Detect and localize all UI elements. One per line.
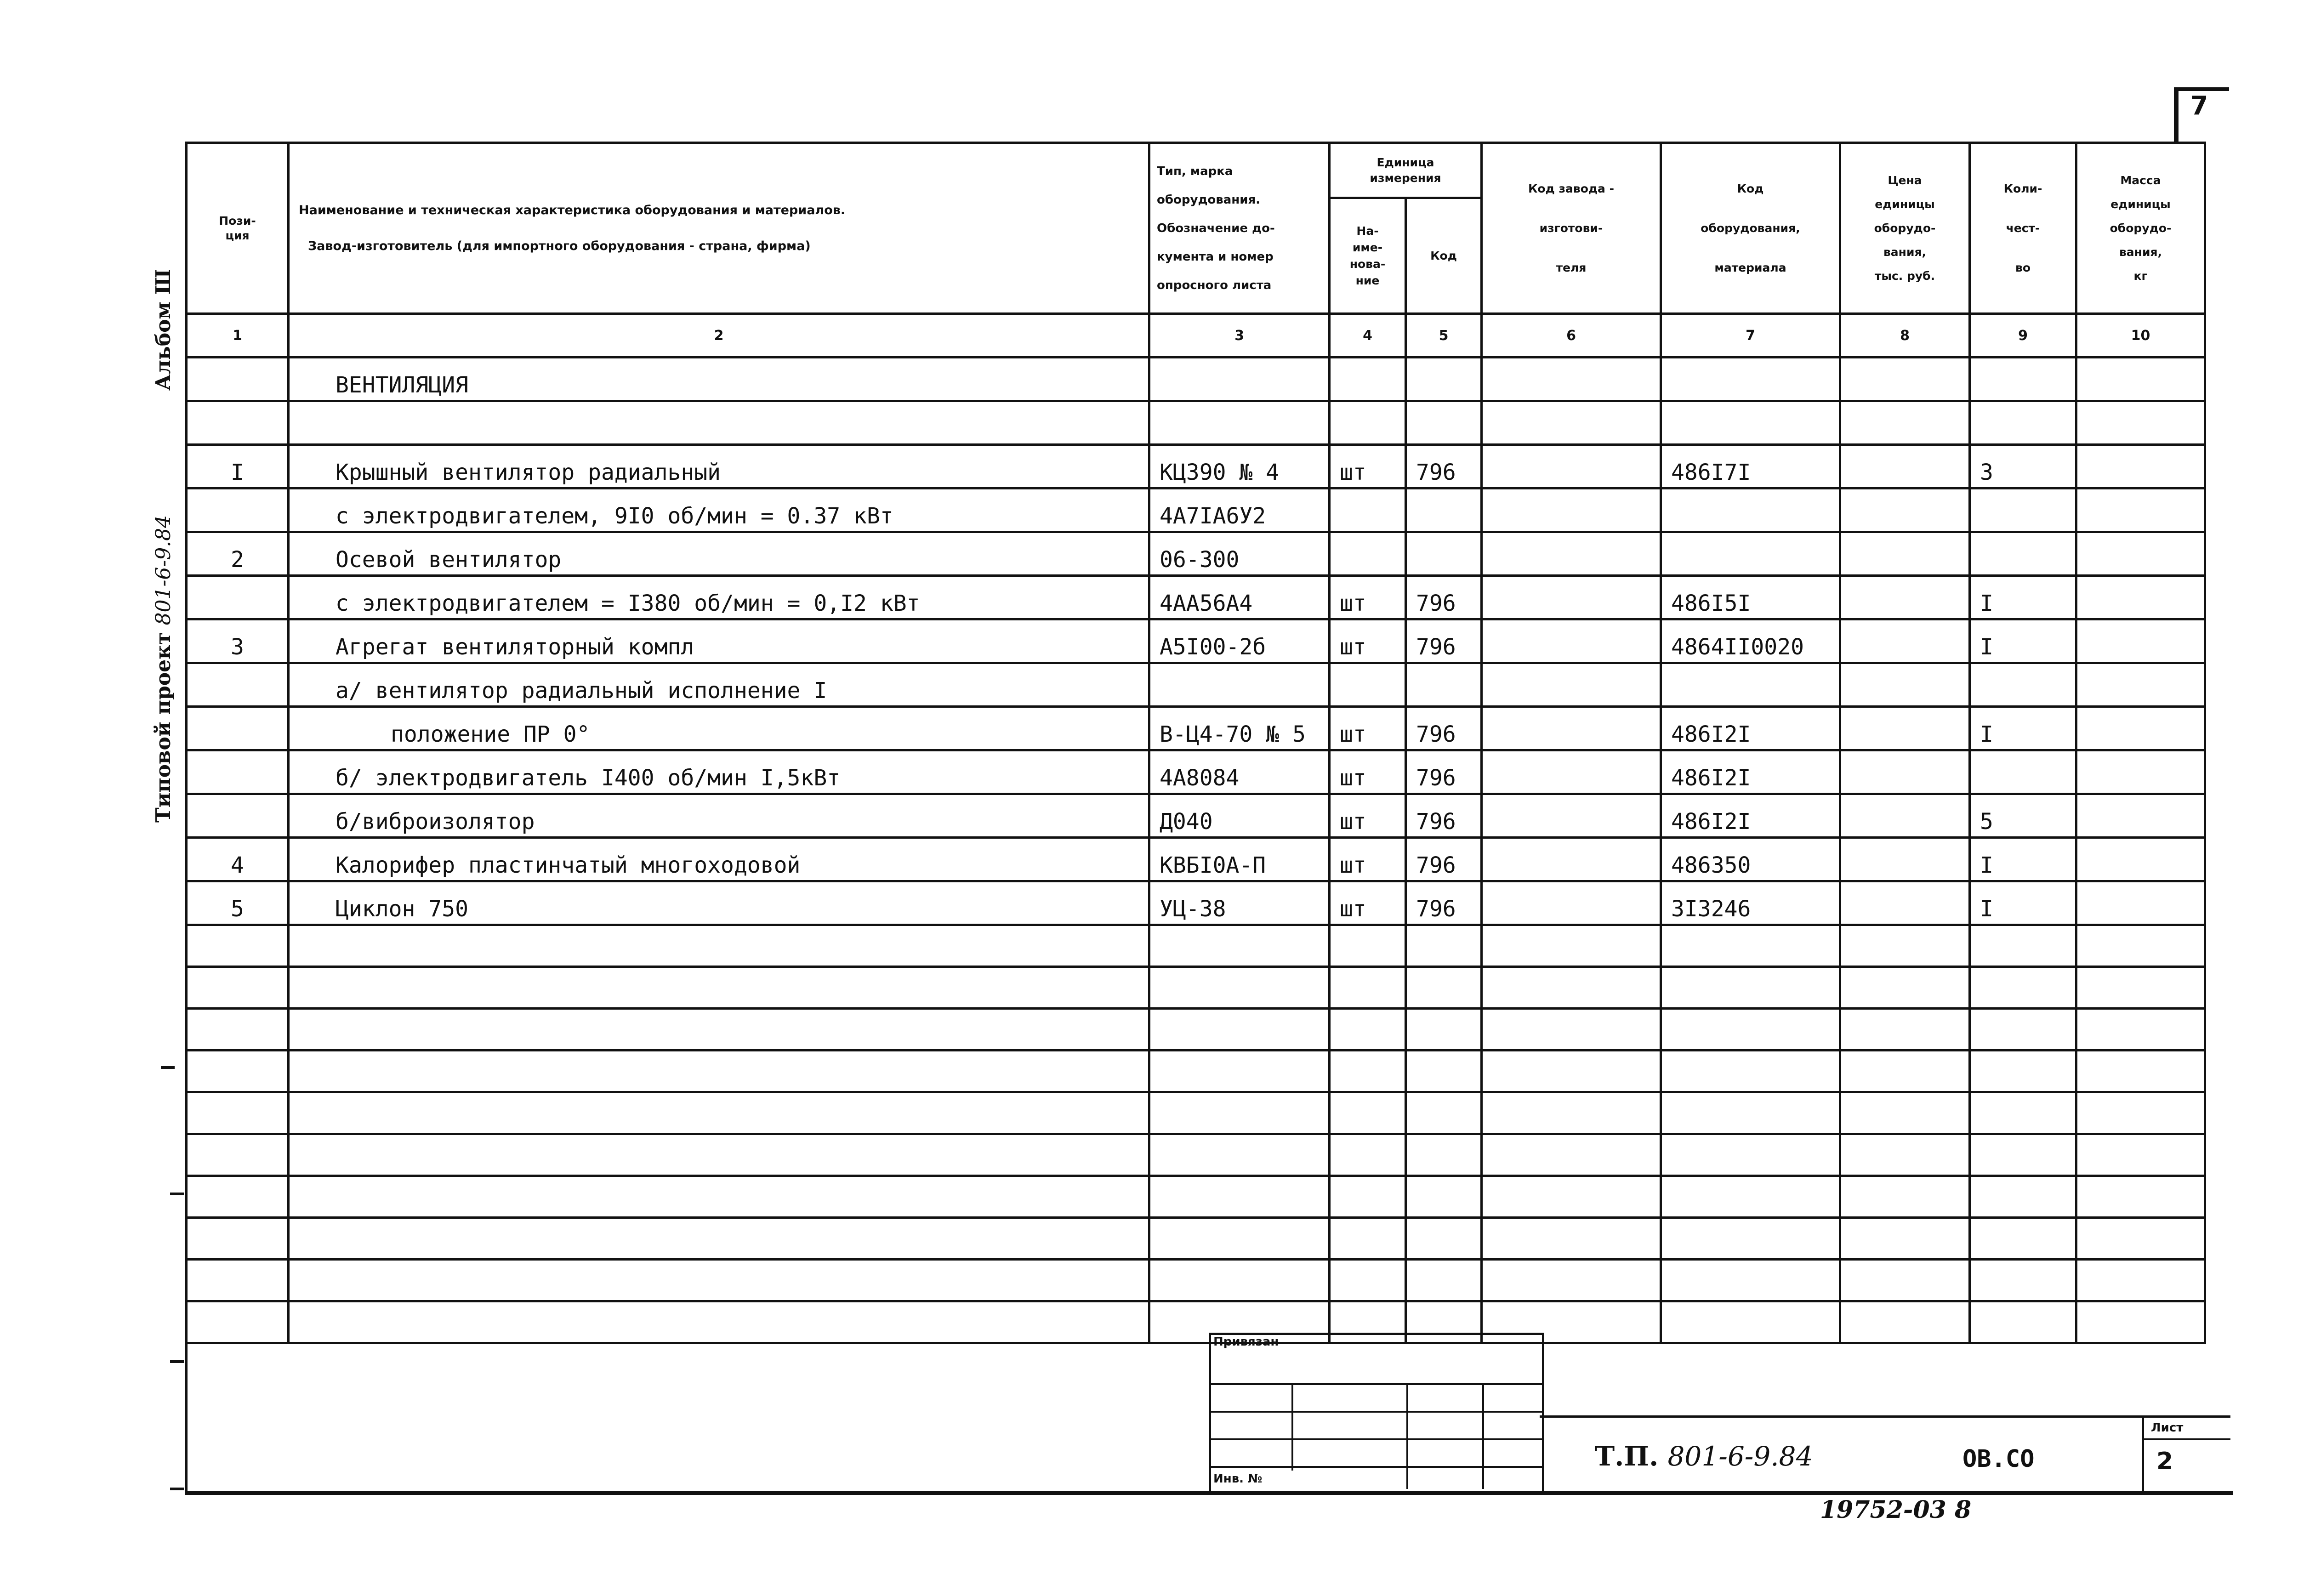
empty-cell — [1330, 1260, 1406, 1301]
row-name: положение ПР 0° — [289, 707, 1149, 750]
row-name: б/ электродвигатель I400 об/мин I,5кВт — [289, 750, 1149, 794]
row-type — [1149, 401, 1330, 445]
empty-cell — [1149, 1176, 1330, 1218]
row-quantity: 3 — [1970, 445, 2076, 488]
header-unit-code: Код — [1406, 198, 1482, 314]
header-price: Цена единицы оборудо- вания, тыс. руб. — [1840, 143, 1970, 314]
empty-cell — [1330, 925, 1406, 967]
empty-cell — [187, 967, 289, 1009]
title-block-rule — [2142, 1415, 2144, 1491]
empty-cell — [1840, 967, 1970, 1009]
empty-cell — [1406, 1218, 1482, 1260]
empty-cell — [1840, 1218, 1970, 1260]
header-mass: Масса единицы оборудо- вания, кг — [2076, 143, 2205, 314]
table-row — [187, 707, 2205, 750]
table-row — [187, 794, 2205, 838]
table-row-empty — [187, 1218, 2205, 1260]
row-equipment-code: 486I2I — [1661, 750, 1840, 794]
header-unit-name: На- име- нова- ние — [1330, 198, 1406, 314]
stamp-inventory: Инв. № — [1213, 1472, 1263, 1486]
empty-cell — [1406, 1092, 1482, 1134]
row-unit-code: 796 — [1406, 445, 1482, 488]
margin-tick — [170, 1193, 184, 1195]
column-number: 6 — [1482, 314, 1661, 358]
empty-cell — [1149, 1009, 1330, 1051]
empty-cell — [1970, 925, 2076, 967]
row-mass — [2076, 576, 2205, 619]
row-unit — [1330, 401, 1406, 445]
row-mass — [2076, 532, 2205, 576]
empty-cell — [1149, 1260, 1330, 1301]
stamp-rule — [1209, 1383, 1542, 1385]
empty-cell — [1406, 1009, 1482, 1051]
table-row — [187, 358, 2205, 401]
row-unit-code — [1406, 358, 1482, 401]
empty-cell — [1840, 925, 1970, 967]
title-block-code-prefix: Т.П. — [1595, 1441, 1659, 1472]
empty-cell — [1406, 1176, 1482, 1218]
row-equipment-code — [1661, 488, 1840, 532]
empty-cell — [1970, 1218, 2076, 1260]
stamp-rule — [1209, 1411, 1542, 1413]
table-row — [187, 750, 2205, 794]
empty-cell — [1661, 1218, 1840, 1260]
row-type — [1149, 358, 1330, 401]
empty-cell — [187, 1009, 289, 1051]
empty-cell — [1970, 1260, 2076, 1301]
row-price — [1840, 794, 1970, 838]
empty-cell — [1661, 967, 1840, 1009]
row-mass — [2076, 838, 2205, 881]
row-unit: шт — [1330, 750, 1406, 794]
row-plant-code — [1482, 358, 1661, 401]
header-equipment-code: Код оборудования, материала — [1661, 143, 1840, 314]
row-unit-code: 796 — [1406, 838, 1482, 881]
empty-cell — [187, 1176, 289, 1218]
row-quantity — [1970, 663, 2076, 707]
row-type: А5I00-2б — [1149, 619, 1330, 663]
empty-cell — [1406, 1134, 1482, 1176]
row-unit-code: 796 — [1406, 576, 1482, 619]
title-block-document: ОВ.СО — [1962, 1445, 2035, 1473]
column-number: 2 — [289, 314, 1149, 358]
row-mass — [2076, 358, 2205, 401]
empty-cell — [289, 925, 1149, 967]
table-row-empty — [187, 1009, 2205, 1051]
stamp-title: Привязан — [1213, 1335, 1279, 1349]
row-plant-code — [1482, 663, 1661, 707]
row-name: Осевой вентилятор — [289, 532, 1149, 576]
empty-cell — [1482, 1009, 1661, 1051]
row-mass — [2076, 663, 2205, 707]
row-position — [187, 794, 289, 838]
row-price — [1840, 532, 1970, 576]
empty-cell — [2076, 1092, 2205, 1134]
project-label — [152, 515, 175, 823]
empty-cell — [187, 1092, 289, 1134]
column-number: 1 — [187, 314, 289, 358]
empty-cell — [1406, 1051, 1482, 1092]
table-row-empty — [187, 1092, 2205, 1134]
header-plant-code: Код завода - изготови- теля — [1482, 143, 1661, 314]
empty-cell — [1661, 1009, 1840, 1051]
row-unit-code — [1406, 488, 1482, 532]
empty-cell — [1330, 967, 1406, 1009]
empty-cell — [2076, 1051, 2205, 1092]
row-plant-code — [1482, 576, 1661, 619]
row-name: Калорифер пластинчатый многоходовой — [289, 838, 1149, 881]
row-position — [187, 707, 289, 750]
empty-cell — [1406, 967, 1482, 1009]
table-row-empty — [187, 1260, 2205, 1301]
table-row — [187, 619, 2205, 663]
row-position — [187, 488, 289, 532]
header-unit-group: Единица измерения — [1330, 143, 1482, 198]
empty-cell — [1406, 1260, 1482, 1301]
row-unit-code — [1406, 663, 1482, 707]
row-mass — [2076, 401, 2205, 445]
empty-cell — [289, 1260, 1149, 1301]
empty-cell — [1330, 1009, 1406, 1051]
row-unit: шт — [1330, 576, 1406, 619]
row-price — [1840, 488, 1970, 532]
header-quantity: Коли- чест- во — [1970, 143, 2076, 314]
row-equipment-code — [1661, 532, 1840, 576]
table-row — [187, 881, 2205, 925]
header-type: Тип, марка оборудования. Обозначение до- кумента и номер опросного листа — [1149, 143, 1330, 314]
empty-cell — [1970, 1092, 2076, 1134]
row-position: 2 — [187, 532, 289, 576]
page-number: 7 — [2190, 91, 2208, 121]
row-unit-code: 796 — [1406, 707, 1482, 750]
row-unit-code: 796 — [1406, 619, 1482, 663]
row-type: 4А7IА6У2 — [1149, 488, 1330, 532]
stamp-rule — [1209, 1438, 1542, 1440]
empty-cell — [1482, 967, 1661, 1009]
row-type: 06-300 — [1149, 532, 1330, 576]
row-equipment-code: 486I7I — [1661, 445, 1840, 488]
row-price — [1840, 619, 1970, 663]
row-position — [187, 576, 289, 619]
empty-cell — [289, 967, 1149, 1009]
empty-cell — [1330, 1176, 1406, 1218]
row-price — [1840, 358, 1970, 401]
empty-cell — [1970, 1134, 2076, 1176]
empty-cell — [1970, 967, 2076, 1009]
table-row — [187, 838, 2205, 881]
empty-cell — [1330, 1092, 1406, 1134]
row-equipment-code: 4864II0020 — [1661, 619, 1840, 663]
column-number: 7 — [1661, 314, 1840, 358]
row-equipment-code — [1661, 358, 1840, 401]
column-number: 8 — [1840, 314, 1970, 358]
row-position: 3 — [187, 619, 289, 663]
column-number: 3 — [1149, 314, 1330, 358]
row-type — [1149, 663, 1330, 707]
row-plant-code — [1482, 488, 1661, 532]
row-position: 5 — [187, 881, 289, 925]
column-number: 5 — [1406, 314, 1482, 358]
margin-tick — [170, 1488, 184, 1490]
row-unit-code: 796 — [1406, 794, 1482, 838]
row-mass — [2076, 750, 2205, 794]
row-price — [1840, 401, 1970, 445]
row-equipment-code: 486350 — [1661, 838, 1840, 881]
row-unit-code — [1406, 532, 1482, 576]
row-name: ВЕНТИЛЯЦИЯ — [289, 358, 1149, 401]
empty-cell — [1149, 1218, 1330, 1260]
row-unit: шт — [1330, 881, 1406, 925]
empty-cell — [1330, 1218, 1406, 1260]
table-row — [187, 445, 2205, 488]
stamp-rule — [1291, 1383, 1293, 1471]
row-price — [1840, 750, 1970, 794]
row-equipment-code — [1661, 663, 1840, 707]
row-type: УЦ-38 — [1149, 881, 1330, 925]
footer-number: 19752-03 8 — [1820, 1496, 1972, 1524]
empty-cell — [1970, 1009, 2076, 1051]
table-row-empty — [187, 967, 2205, 1009]
row-price — [1840, 707, 1970, 750]
empty-cell — [1482, 1134, 1661, 1176]
header-position: Пози- ция — [187, 143, 289, 314]
row-plant-code — [1482, 707, 1661, 750]
empty-cell — [289, 1009, 1149, 1051]
empty-cell — [1840, 1051, 1970, 1092]
stamp-rule — [1209, 1466, 1542, 1468]
row-equipment-code: 486I5I — [1661, 576, 1840, 619]
row-quantity: I — [1970, 619, 2076, 663]
empty-cell — [1840, 1092, 1970, 1134]
table-row — [187, 532, 2205, 576]
row-quantity: I — [1970, 707, 2076, 750]
empty-cell — [289, 1176, 1149, 1218]
margin-tick — [170, 1360, 184, 1363]
row-price — [1840, 576, 1970, 619]
table-row — [187, 488, 2205, 532]
empty-cell — [1482, 925, 1661, 967]
empty-cell — [187, 1260, 289, 1301]
row-plant-code — [1482, 619, 1661, 663]
table-row-empty — [187, 1176, 2205, 1218]
row-plant-code — [1482, 445, 1661, 488]
column-number: 4 — [1330, 314, 1406, 358]
table-row — [187, 576, 2205, 619]
empty-cell — [2076, 967, 2205, 1009]
empty-cell — [1840, 1260, 1970, 1301]
row-type: 4А8084 — [1149, 750, 1330, 794]
row-name: Агрегат вентиляторный компл — [289, 619, 1149, 663]
project-code: 801-6-9.84 — [152, 515, 175, 625]
row-unit-code: 796 — [1406, 750, 1482, 794]
row-price — [1840, 445, 1970, 488]
row-name: а/ вентилятор радиальный исполнение I — [289, 663, 1149, 707]
row-unit-code — [1406, 401, 1482, 445]
row-quantity: I — [1970, 576, 2076, 619]
column-number: 10 — [2076, 314, 2205, 358]
row-name: б/виброизолятор — [289, 794, 1149, 838]
empty-cell — [289, 1134, 1149, 1176]
row-name: Крышный вентилятор радиальный — [289, 445, 1149, 488]
row-mass — [2076, 794, 2205, 838]
row-unit: шт — [1330, 794, 1406, 838]
row-type: КВБI0А-П — [1149, 838, 1330, 881]
empty-cell — [187, 1051, 289, 1092]
album-label: Альбом Ш — [152, 269, 175, 391]
row-quantity: I — [1970, 881, 2076, 925]
empty-cell — [1661, 1134, 1840, 1176]
row-quantity — [1970, 750, 2076, 794]
row-plant-code — [1482, 838, 1661, 881]
row-unit: шт — [1330, 707, 1406, 750]
row-quantity: I — [1970, 838, 2076, 881]
row-position — [187, 750, 289, 794]
row-type: КЦЗ90 № 4 — [1149, 445, 1330, 488]
empty-cell — [1149, 1092, 1330, 1134]
empty-cell — [2076, 1260, 2205, 1301]
row-position: I — [187, 445, 289, 488]
header-name — [289, 143, 1149, 314]
row-quantity — [1970, 401, 2076, 445]
row-equipment-code: 486I2I — [1661, 794, 1840, 838]
row-unit: шт — [1330, 838, 1406, 881]
sheet-label: Лист — [2151, 1421, 2184, 1435]
empty-cell — [1661, 1092, 1840, 1134]
row-plant-code — [1482, 401, 1661, 445]
row-plant-code — [1482, 532, 1661, 576]
empty-cell — [289, 1051, 1149, 1092]
row-type: В-Ц4-70 № 5 — [1149, 707, 1330, 750]
row-unit — [1330, 488, 1406, 532]
empty-cell — [187, 1218, 289, 1260]
row-name: с электродвигателем = I380 об/мин = 0,I2 кВт — [289, 576, 1149, 619]
row-name — [289, 401, 1149, 445]
row-position — [187, 663, 289, 707]
row-position — [187, 401, 289, 445]
row-quantity — [1970, 358, 2076, 401]
stamp-rule — [1482, 1383, 1484, 1489]
empty-cell — [1482, 1051, 1661, 1092]
row-plant-code — [1482, 750, 1661, 794]
row-mass — [2076, 619, 2205, 663]
empty-cell — [1330, 1051, 1406, 1092]
specification-table — [185, 142, 2206, 1344]
empty-cell — [1330, 1134, 1406, 1176]
row-unit: шт — [1330, 619, 1406, 663]
empty-cell — [187, 1134, 289, 1176]
row-equipment-code — [1661, 401, 1840, 445]
row-price — [1840, 663, 1970, 707]
title-block-code-number: 801-6-9.84 — [1667, 1441, 1813, 1472]
header-name-line2: Завод-изготовитель (для импортного оборудования - страна, фирма) — [308, 239, 811, 253]
row-unit — [1330, 663, 1406, 707]
empty-cell — [1661, 1260, 1840, 1301]
row-type: 4АА56А4 — [1149, 576, 1330, 619]
empty-cell — [187, 925, 289, 967]
row-position — [187, 358, 289, 401]
row-mass — [2076, 445, 2205, 488]
row-unit — [1330, 532, 1406, 576]
empty-cell — [1149, 925, 1330, 967]
empty-cell — [1149, 967, 1330, 1009]
empty-cell — [1482, 1092, 1661, 1134]
table-row — [187, 663, 2205, 707]
empty-cell — [1840, 1176, 1970, 1218]
header-name-line1: Наименование и техническая характеристика оборудования и материалов. — [299, 203, 846, 217]
row-unit — [1330, 358, 1406, 401]
row-price — [1840, 838, 1970, 881]
row-equipment-code: 486I2I — [1661, 707, 1840, 750]
empty-cell — [2076, 1176, 2205, 1218]
table-row-empty — [187, 1051, 2205, 1092]
title-block-rule — [2142, 1438, 2230, 1440]
row-unit-code: 796 — [1406, 881, 1482, 925]
empty-cell — [1149, 1051, 1330, 1092]
empty-cell — [1482, 1218, 1661, 1260]
title-block-rule — [1540, 1415, 2230, 1418]
empty-cell — [1661, 925, 1840, 967]
row-mass — [2076, 707, 2205, 750]
row-quantity: 5 — [1970, 794, 2076, 838]
row-name: Циклон 750 — [289, 881, 1149, 925]
empty-cell — [2076, 1009, 2205, 1051]
row-plant-code — [1482, 794, 1661, 838]
empty-cell — [1482, 1260, 1661, 1301]
empty-cell — [1406, 925, 1482, 967]
row-type: Д040 — [1149, 794, 1330, 838]
row-price — [1840, 881, 1970, 925]
table-row-empty — [187, 925, 2205, 967]
row-name: с электродвигателем, 9I0 об/мин = 0.37 кВт — [289, 488, 1149, 532]
empty-cell — [289, 1218, 1149, 1260]
row-quantity — [1970, 488, 2076, 532]
empty-cell — [1970, 1051, 2076, 1092]
stamp-rule — [1406, 1383, 1408, 1489]
empty-cell — [1482, 1176, 1661, 1218]
empty-cell — [2076, 1218, 2205, 1260]
empty-cell — [1149, 1134, 1330, 1176]
binding-stamp — [1209, 1333, 1544, 1494]
empty-cell — [289, 1092, 1149, 1134]
table-row-empty — [187, 1134, 2205, 1176]
row-position: 4 — [187, 838, 289, 881]
row-mass — [2076, 881, 2205, 925]
sheet-number: 2 — [2156, 1448, 2173, 1475]
table-body — [187, 358, 2205, 1343]
column-number: 9 — [1970, 314, 2076, 358]
row-mass — [2076, 488, 2205, 532]
row-equipment-code: 3I3246 — [1661, 881, 1840, 925]
row-quantity — [1970, 532, 2076, 576]
table-row — [187, 401, 2205, 445]
project-label-text: Типовой проект — [152, 632, 175, 823]
title-block-code — [1595, 1441, 1813, 1472]
empty-cell — [1840, 1009, 1970, 1051]
empty-cell — [1661, 1051, 1840, 1092]
empty-cell — [1661, 1176, 1840, 1218]
empty-cell — [2076, 1134, 2205, 1176]
empty-cell — [1970, 1176, 2076, 1218]
empty-cell — [2076, 925, 2205, 967]
margin-tick — [161, 1066, 175, 1069]
row-plant-code — [1482, 881, 1661, 925]
row-unit: шт — [1330, 445, 1406, 488]
empty-cell — [1840, 1134, 1970, 1176]
